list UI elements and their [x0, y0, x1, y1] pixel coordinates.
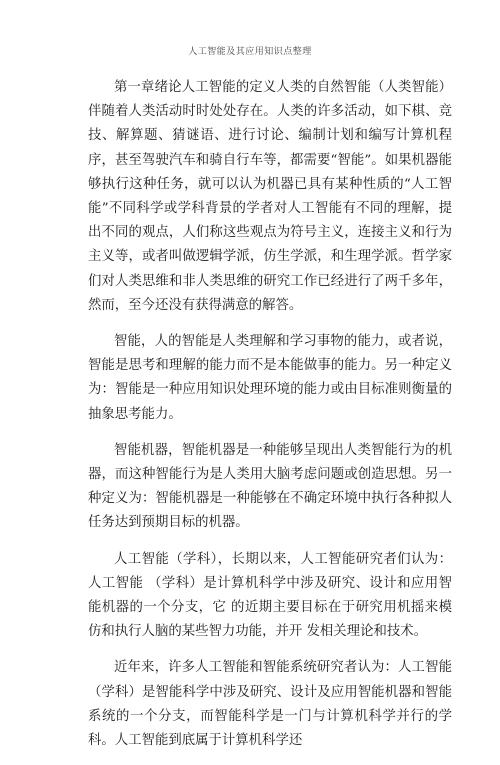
paragraph-ai-discipline: 人工智能（学科），长期以来，人工智能研究者们认为：人工智能 （学科）是计算机科学中涉及研究、设计和应用智能机器的一个分支，它 的近期主要目标在于研究用机摇来模仿和执行人脑的某些智力功能，并开 发相关理论和技术。 — [88, 551, 452, 640]
page-header: 人工智能及其应用知识点整理 — [188, 47, 312, 57]
paragraph-intelligence: 智能，人的智能是人类理解和学习事物的能力，或者说，智能是思考和理解的能力而不是本能做事的能力。另一种定义为：智能是一种应用知识处理环境的能力或由目标准则衡量的抽象思考能力。 — [88, 334, 452, 422]
document-body — [88, 76, 452, 765]
paragraph-intelligent-machine: 智能机器，智能机器是一种能够呈现出人类智能行为的机器，而这种智能行为是人类用大脑考虑问题或创造思想。另一种定义为：智能机器是一种能够在不确定环境中执行各种拟人任务达到预期目标的机器。 — [88, 442, 452, 531]
paragraph-intro: 第一章绪论人工智能的定义人类的自然智能（人类智能）伴随着人类活动时时处处存在。人类的许多活动，如下棋、竞技、解算题、猜谜语、进行讨论、编制计划和编写计算机程序，甚至驾驶汽车和骑自行车等，都需要“智能”。如果机器能够执行这种任务，就可以认为机器已具有某种性质的“人工智能”不同科学或学科背景的学者对人工智能有不同的理解，提出不同的观点，人们称这些观点为符号主义，连接主义和行为主义等，或者叫做逻辑学派，仿生学派，和生理学派。哲学家们对人类思维和非人类思维的研究工作已经进行了两千多年，然而，至今还没有获得满意的解答。 — [88, 80, 452, 313]
paragraph-recent-views: 近年来，许多人工智能和智能系统研究者认为：人工智能（学科）是智能科学中涉及研究、设计及应用智能机器和智能系统的一个分支，而智能科学是一门与计算机科学并行的学科。人工智能到底属于计算机科学还 — [88, 660, 452, 749]
